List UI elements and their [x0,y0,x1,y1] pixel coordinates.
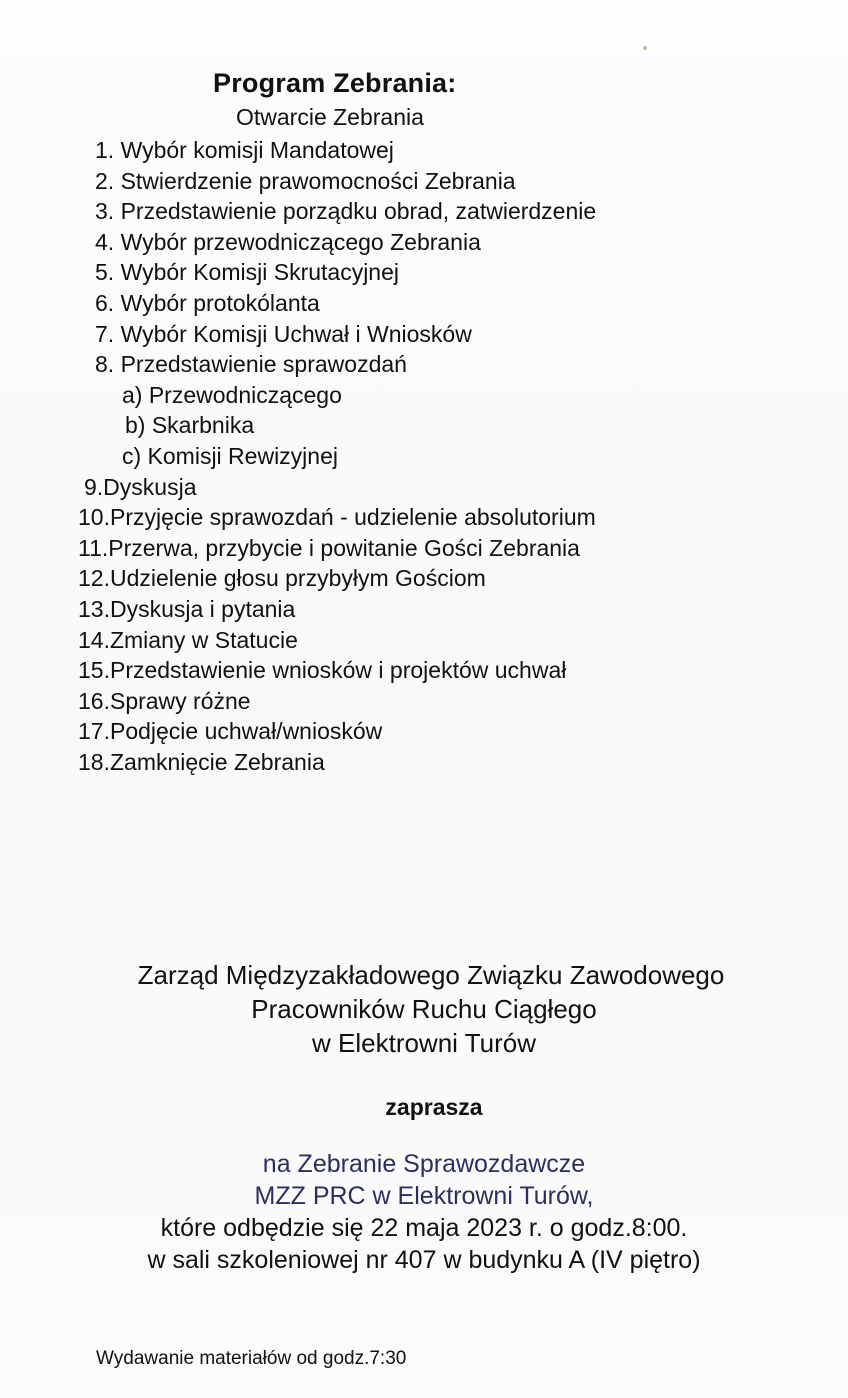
agenda-item: 16.Sprawy różne [78,687,251,714]
document-title: Program Zebrania: [213,68,457,98]
agenda-item: 13.Dyskusja i pytania [78,595,296,622]
meeting-date: które odbędzie się 22 maja 2023 r. o godz.8:00. [160,1214,688,1242]
agenda-item: 11.Przerwa, przybycie i powitanie Gości Zebrania [78,534,580,561]
agenda-item: 7. Wybór Komisji Uchwał i Wniosków [95,320,472,347]
meeting-location: w sali szkoleniowej nr 407 w budynku A (IV piętro) [147,1246,701,1274]
agenda-subitem: c) Komisji Rewizyjnej [122,442,338,469]
materials-note: Wydawanie materiałów od godz.7:30 [96,1348,407,1369]
organization-line: w Elektrowni Turów [312,1028,536,1058]
agenda-item: 17.Podjęcie uchwał/wniosków [78,718,383,745]
meeting-organization: MZZ PRC w Elektrowni Turów, [254,1182,594,1210]
meeting-name: na Zebranie Sprawozdawcze [262,1150,586,1178]
agenda-subitem: b) Skarbnika [125,412,255,439]
agenda-item: 2. Stwierdzenie prawomocności Zebrania [95,167,516,194]
agenda-item: 15.Przedstawienie wniosków i projektów uchwał [78,657,567,684]
organization-line: Pracowników Ruchu Ciągłego [251,994,597,1024]
agenda-item: 12.Udzielenie głosu przybyłym Gościom [78,565,486,592]
agenda-item: 8. Przedstawienie sprawozdań [95,351,407,378]
agenda-opening: Otwarcie Zebrania [236,104,424,130]
agenda-item: 4. Wybór przewodniczącego Zebrania [95,228,481,255]
invites-word: zaprasza [385,1094,483,1120]
organization-line: Zarząd Międzyzakładowego Związku Zawodowego [137,960,725,990]
organization-name [0,958,848,1060]
agenda-item: 18.Zamknięcie Zebrania [78,748,325,775]
agenda-subitem: a) Przewodniczącego [122,381,342,408]
paper-speck [643,46,647,50]
agenda-item: 9.Dyskusja [84,473,197,500]
agenda-item: 3. Przedstawienie porządku obrad, zatwierdzenie [95,198,597,225]
agenda-item: 1. Wybór komisji Mandatowej [95,137,394,163]
agenda-item: 14.Zmiany w Statucie [78,626,298,653]
agenda-list [0,135,597,777]
agenda-item: 5. Wybór Komisji Skrutacyjnej [95,259,399,286]
agenda-item: 6. Wybór protokólanta [95,289,320,316]
meeting-details [0,1148,848,1276]
agenda-item: 10.Przyjęcie sprawozdań - udzielenie absolutorium [78,504,596,531]
